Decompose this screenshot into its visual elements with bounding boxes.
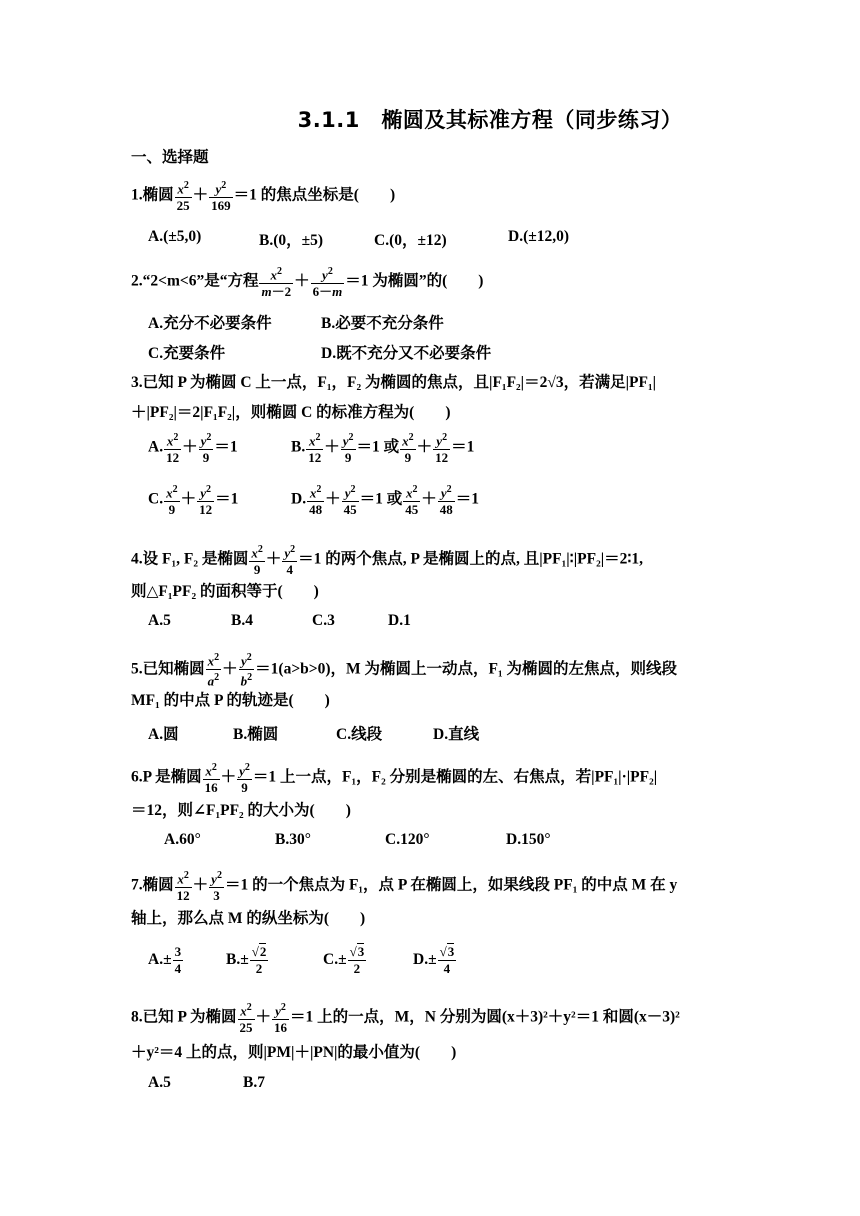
q5-stem-tail: ＝1(a>b>0)，M 为椭圆上一动点，F₁ 为椭圆的左焦点，则线段 bbox=[255, 660, 678, 678]
q6-option-d: D.150° bbox=[506, 831, 551, 848]
q3-option-b: B. $\frac{x^2}{12}$ ＋ $\frac{y^2}{9}$ ＝1 或 $\frac{x^2}{9}$ ＋ $\frac{y^2}{12}$ ＝1 bbox=[291, 432, 475, 466]
question-8-line-2: ＋y²＝4 上的点，则|PM|＋|PN|的最小值为( ) bbox=[131, 1044, 457, 1061]
q8-stem-tail: ＝1 上的一点，M，N 分别为圆(x＋3)²＋y²＝1 和圆(x－3)² bbox=[290, 1008, 680, 1026]
question-6: 6.P 是椭圆 $\frac{x^2}{16}$ ＋ $\frac{y^2}{9}$ ＝1 上一点，F₁，F₂ 分别是椭圆的左、右焦点，若|PF₁|·|PF₂| bbox=[131, 762, 658, 796]
q6-option-a: A.60° bbox=[164, 831, 201, 848]
q7-option-b-label: B.± bbox=[226, 951, 249, 969]
q1-option-a: A.(±5,0) bbox=[148, 228, 202, 245]
q3-or: ＝1 或 bbox=[359, 490, 403, 508]
q3-option-b-label: B. bbox=[291, 438, 306, 456]
q3-or: ＝1 或 bbox=[356, 438, 400, 456]
q7-stem-tail: ＝1 的一个焦点为 F₁，点 P 在椭圆上，如果线段 PF₁ 的中点 M 在 y bbox=[224, 876, 678, 894]
question-3-line-1: 3.已知 P 为椭圆 C 上一点，F₁，F₂ 为椭圆的焦点，且|F₁F₂|＝2√3，若满足|PF₁| bbox=[131, 374, 657, 391]
q3-option-c-label: C. bbox=[148, 490, 164, 508]
q2-stem: 2.“2<m<6”是“方程 bbox=[131, 272, 259, 290]
q1-stem-tail: ＝1 的焦点坐标是( ) bbox=[233, 186, 396, 204]
question-7-line-2: 轴上，那么点 M 的纵坐标为( ) bbox=[131, 910, 366, 927]
q3-option-a: A. $\frac{x^2}{12}$ ＋ $\frac{y^2}{9}$ ＝1 bbox=[148, 432, 238, 466]
q8-stem: 8.已知 P 为椭圆 bbox=[131, 1008, 237, 1026]
page-title: 3.1.1 椭圆及其标准方程（同步练习） bbox=[297, 108, 683, 132]
q4-option-b: B.4 bbox=[231, 612, 253, 629]
fraction: $\frac{x^2}{25}$ bbox=[176, 180, 190, 214]
question-7: 7.椭圆 $\frac{x^2}{12}$ ＋ $\frac{y^2}{3}$ ＝1 的一个焦点为 F₁，点 P 在椭圆上，如果线段 PF₁ 的中点 M 在 y bbox=[131, 870, 678, 904]
q8-option-a: A.5 bbox=[148, 1074, 171, 1091]
q4-stem-tail: ＝1 的两个焦点, P 是椭圆上的点, 且|PF₁|∶|PF₂|＝2∶1, bbox=[298, 550, 644, 568]
q3-equals: ＝1 bbox=[215, 490, 239, 508]
q5-option-d: D.直线 bbox=[433, 726, 480, 743]
q4-stem: 4.设 F₁, F₂ 是椭圆 bbox=[131, 550, 249, 568]
q1-option-c: C.(0，±12) bbox=[374, 232, 447, 249]
fraction: $\frac{y^2}{6-m}$ bbox=[312, 266, 343, 300]
q3-equals: ＝1 bbox=[214, 438, 238, 456]
q7-option-c: C.± $\frac{√3}{2}$ bbox=[323, 944, 365, 976]
q2-option-c: C.充要条件 bbox=[148, 345, 226, 362]
q1-option-b: B.(0，±5) bbox=[259, 232, 324, 249]
question-2: 2.“2<m<6”是“方程 $\frac{x^2}{m-2}$ ＋ $\frac{y^2}{6-m}$ ＝1 为椭圆”的( ) bbox=[131, 266, 484, 300]
question-8: 8.已知 P 为椭圆 $\frac{x^2}{25}$ ＋ $\frac{y^2}{16}$ ＝1 上的一点，M，N 分别为圆(x＋3)²＋y²＝1 和圆(x－3)² bbox=[131, 1002, 680, 1036]
q1-option-d: D.(±12,0) bbox=[508, 228, 570, 245]
q7-option-d: D.± $\frac{√3}{4}$ bbox=[413, 944, 455, 976]
q6-option-c: C.120° bbox=[385, 831, 430, 848]
q2-option-d: D.既不充分又不必要条件 bbox=[321, 345, 492, 362]
q2-option-a: A.充分不必要条件 bbox=[148, 315, 272, 332]
q7-stem: 7.椭圆 bbox=[131, 876, 174, 894]
question-5-line-2: MF₁ 的中点 P 的轨迹是( ) bbox=[131, 692, 330, 709]
q7-option-c-label: C.± bbox=[323, 951, 347, 969]
fraction: $\frac{x^2}{m-2}$ bbox=[261, 266, 292, 300]
q3-option-d-label: D. bbox=[291, 490, 307, 508]
q3-option-c: C. $\frac{x^2}{9}$ ＋ $\frac{y^2}{12}$ ＝1 bbox=[148, 484, 239, 518]
q5-option-c: C.线段 bbox=[336, 726, 383, 743]
q3-option-a-label: A. bbox=[148, 438, 164, 456]
q5-stem: 5.已知椭圆 bbox=[131, 660, 205, 678]
question-4-line-2: 则△F₁PF₂ 的面积等于( ) bbox=[131, 583, 319, 600]
question-5: 5.已知椭圆 $\frac{x^2}{a^2}$ ＋ $\frac{y^2}{b^2}$ ＝1(a>b>0)，M 为椭圆上一动点，F₁ 为椭圆的左焦点，则线段 bbox=[131, 652, 678, 689]
q3-equals: ＝1 bbox=[455, 490, 480, 508]
section-heading: 一、选择题 bbox=[131, 148, 209, 166]
q2-option-b: B.必要不充分条件 bbox=[321, 315, 444, 332]
q4-option-a: A.5 bbox=[148, 612, 171, 629]
q2-stem-tail: ＝1 为椭圆”的( ) bbox=[345, 272, 484, 290]
q4-option-d: D.1 bbox=[388, 612, 411, 629]
q7-option-b: B.± $\frac{√2}{2}$ bbox=[226, 944, 267, 976]
question-4: 4.设 F₁, F₂ 是椭圆 $\frac{x^2}{9}$ ＋ $\frac{y^2}{4}$ ＝1 的两个焦点, P 是椭圆上的点, 且|PF₁|∶|PF₂|＝2∶1, bbox=[131, 544, 644, 578]
q5-option-a: A.圆 bbox=[148, 726, 179, 743]
q6-stem: 6.P 是椭圆 bbox=[131, 768, 202, 786]
q6-stem-tail: ＝1 上一点，F₁，F₂ 分别是椭圆的左、右焦点，若|PF₁|·|PF₂| bbox=[252, 768, 658, 786]
question-3-line-2: ＋|PF₂|＝2|F₁F₂|，则椭圆 C 的标准方程为( ) bbox=[131, 404, 451, 421]
fraction: $\frac{y^2}{169}$ bbox=[211, 180, 231, 214]
q8-option-b: B.7 bbox=[243, 1074, 265, 1091]
q7-option-a: A.± $\frac{3}{4}$ bbox=[148, 944, 182, 976]
q7-option-d-label: D.± bbox=[413, 951, 437, 969]
q3-equals: ＝1 bbox=[451, 438, 475, 456]
question-6-line-2: ＝12，则∠F₁PF₂ 的大小为( ) bbox=[131, 802, 351, 819]
q4-option-c: C.3 bbox=[312, 612, 335, 629]
question-1: 1.椭圆 $\frac{x^2}{25}$ ＋ $\frac{y^2}{169}$ ＝1 的焦点坐标是( ) bbox=[131, 180, 396, 214]
q5-option-b: B.椭圆 bbox=[233, 726, 279, 743]
q6-option-b: B.30° bbox=[275, 831, 311, 848]
q3-option-d: D. $\frac{x^2}{48}$ ＋ $\frac{y^2}{45}$ ＝1 或 $\frac{x^2}{45}$ ＋ $\frac{y^2}{48}$ ＝1 bbox=[291, 484, 480, 518]
q7-option-a-label: A.± bbox=[148, 951, 172, 969]
q1-stem: 1.椭圆 bbox=[131, 186, 174, 204]
